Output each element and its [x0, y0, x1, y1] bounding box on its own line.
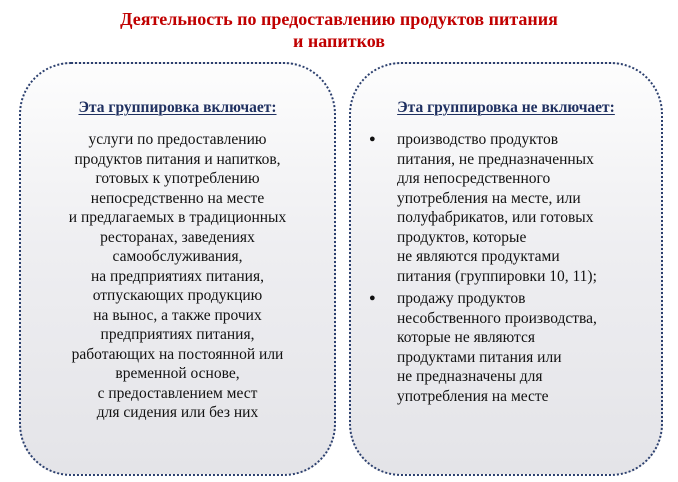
includes-line: непосредственно на месте	[90, 189, 265, 207]
includes-line: для сидения или без них	[96, 404, 259, 421]
excludes-line: употребления на месте	[397, 387, 549, 405]
excludes-item	[369, 130, 651, 286]
includes-line: продуктов питания и напитков,	[74, 150, 281, 168]
excludes-line: несобственного производства,	[397, 309, 597, 327]
includes-line: самообслуживания,	[112, 248, 243, 265]
excludes-line: не предназначены для	[397, 368, 543, 385]
excludes-line: которые не являются	[397, 329, 536, 346]
includes-line: предприятиях питания,	[100, 326, 255, 343]
page-title	[0, 8, 678, 52]
includes-line: отпускающих продукцию	[92, 287, 263, 304]
includes-line: услуги по предоставлению	[88, 131, 267, 148]
includes-heading: Эта группировка включает:	[78, 99, 277, 116]
excludes-line: употребления на месте, или	[397, 189, 581, 207]
excludes-line: продуктами питания или	[397, 348, 562, 366]
page-title-line-2: и напитков	[293, 31, 385, 51]
page-title-line-1: Деятельность по предоставлению продуктов питания	[120, 9, 558, 29]
includes-text	[21, 130, 334, 423]
includes-line: готовых к употреблению	[95, 170, 260, 187]
excludes-heading: Эта группировка не включает:	[397, 99, 615, 116]
excludes-line: питания (группировки 10, 11);	[397, 267, 597, 285]
excludes-line: полуфабрикатов, или готовых	[397, 209, 594, 226]
includes-line: и предлагаемых в традиционных	[68, 209, 287, 226]
excludes-line: продажу продуктов	[397, 290, 526, 307]
excludes-item	[369, 289, 651, 406]
includes-panel	[19, 62, 336, 476]
excludes-list	[369, 130, 651, 409]
excludes-line: продуктов, которые	[397, 228, 527, 246]
excludes-line: питания, не предназначенных	[397, 150, 594, 168]
includes-line: ресторанах, заведениях	[100, 228, 255, 246]
excludes-line: не являются продуктами	[397, 248, 560, 265]
excludes-line: для непосредственного	[397, 170, 551, 187]
includes-line: с предоставлением мест	[97, 384, 258, 402]
bullet-icon: ●	[369, 133, 376, 145]
excludes-line: производство продуктов	[397, 131, 559, 148]
includes-line: на предприятиях питания,	[91, 267, 264, 285]
bullet-icon: ●	[369, 292, 376, 304]
includes-line: временной основе,	[115, 365, 240, 382]
excludes-panel	[349, 62, 663, 476]
includes-line: работающих на постоянной или	[71, 345, 284, 363]
includes-line: на вынос, а также прочих	[93, 306, 262, 324]
